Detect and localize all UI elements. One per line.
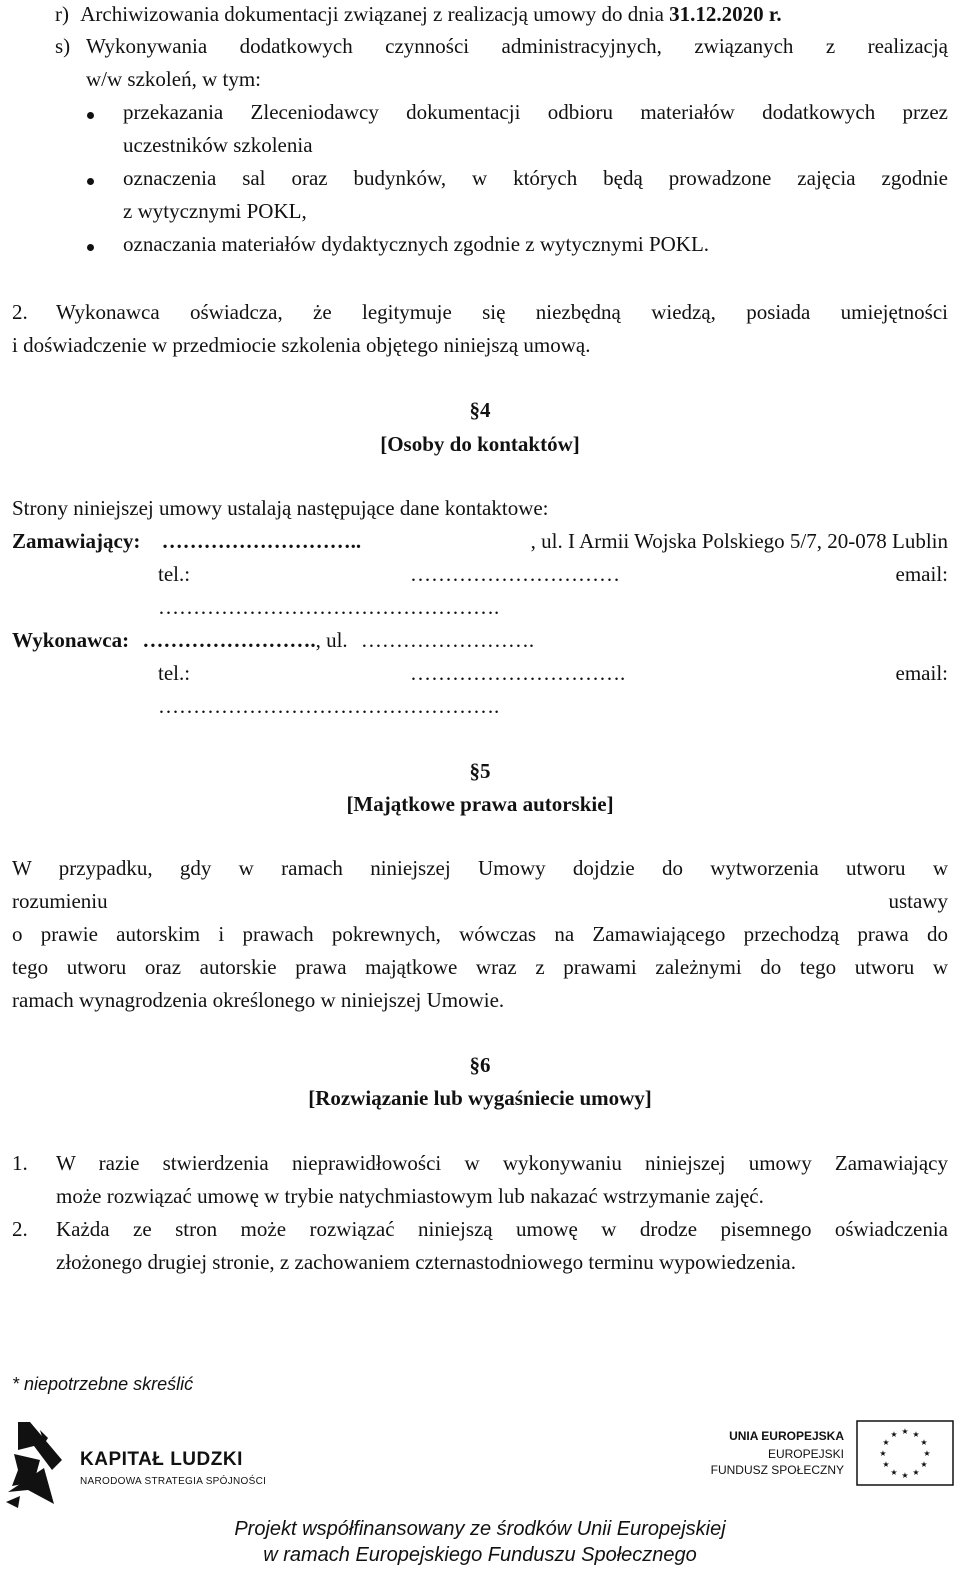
point2-line2: i doświadczenie w przedmiocie szkolenia objętego niniejszą umową.: [12, 333, 591, 357]
point2-num: 2.: [12, 300, 28, 324]
section4-number: §4: [469, 398, 491, 422]
section6-item2-line2: złożonego drugiej stronie, z zachowaniem czternastodniowego terminu wypowiedzenia.: [56, 1250, 796, 1274]
kapital-ludzki-star-icon: [4, 1420, 74, 1510]
bullet-dot: [87, 244, 94, 251]
footer-line2: w ramach Europejskiego Funduszu Społecznego: [263, 1544, 697, 1566]
item-s-line1: Wykonywania dodatkowych czynności administracyjnych, związanych z realizacją: [86, 34, 948, 58]
section4-title: [Osoby do kontaktów]: [380, 432, 580, 456]
tel2-dots: ………………………….: [410, 661, 626, 685]
bullet-1-line1: przekazania Zleceniodawcy dokumentacji odbioru materiałów dodatkowych przez: [123, 100, 948, 124]
email2-dots: ………………………………………….: [158, 694, 500, 718]
kapital-ludzki-subtitle: NARODOWA STRATEGIA SPÓJNOŚCI: [80, 1476, 267, 1487]
svg-text:★: ★: [882, 1438, 890, 1447]
svg-text:★: ★: [923, 1449, 931, 1458]
svg-text:★: ★: [920, 1438, 928, 1447]
section6-number: §6: [469, 1053, 491, 1077]
section5-line1: W przypadku, gdy w ramach niniejszej Umowy dojdzie do wytworzenia utworu w: [12, 856, 948, 880]
footer-line1: Projekt współfinansowany ze środków Unii Europejskiej: [234, 1518, 726, 1540]
section5-line2b: ustawy: [888, 889, 948, 913]
section6-item1-line1: W razie stwierdzenia nieprawidłowości w wykonywaniu niniejszej umowy Zamawiający: [56, 1151, 948, 1175]
tel-label: tel.:: [158, 562, 191, 586]
email-label: email:: [895, 562, 948, 586]
item-r-date: 31.12.2020 r.: [669, 2, 782, 26]
svg-text:★: ★: [890, 1430, 898, 1439]
item-s-prefix: s): [55, 34, 71, 58]
wykonawca-label: Wykonawca:: [12, 628, 130, 652]
item-r-prefix: r): [55, 2, 69, 26]
section5-number: §5: [469, 759, 491, 783]
ue-sub2: FUNDUSZ SPOŁECZNY: [710, 1463, 844, 1477]
svg-text:★: ★: [901, 1427, 909, 1436]
section6-item1-num: 1.: [12, 1151, 28, 1175]
section5-line5: ramach wynagrodzenia określonego w niniejszej Umowie.: [12, 988, 505, 1012]
email-dots: ………………………………………….: [158, 595, 500, 619]
zamawiajacy-dots: ………………………..: [161, 529, 362, 553]
section6-item1-line2: może rozwiązać umowę w trybie natychmiastowym lub nakazać wstrzymanie zajęć.: [56, 1184, 764, 1208]
wykonawca-dots: …………………….: [142, 628, 316, 652]
zamawiajacy-label: Zamawiający:: [12, 529, 141, 553]
section6-item2-num: 2.: [12, 1217, 28, 1241]
kapital-ludzki-title: KAPITAŁ LUDZKI: [80, 1449, 243, 1470]
ue-sub1: EUROPEJSKI: [767, 1447, 844, 1461]
bullet-dot: [87, 112, 94, 119]
bullet-1-line2: uczestników szkolenia: [123, 133, 313, 157]
svg-text:★: ★: [901, 1471, 909, 1480]
item-s-line2: w/w szkoleń, w tym:: [86, 67, 261, 91]
wykonawca-row: [12, 626, 534, 654]
bullet-3-line1: oznaczania materiałów dydaktycznych zgodnie z wytycznymi POKL.: [123, 232, 710, 256]
bullet-2-line2: z wytycznymi POKL,: [123, 199, 307, 223]
section5-title: [Majątkowe prawa autorskie]: [346, 792, 614, 816]
svg-text:★: ★: [879, 1449, 887, 1458]
section4-intro: Strony niniejszej umowy ustalają następujące dane kontaktowe:: [12, 496, 549, 520]
svg-text:★: ★: [882, 1460, 890, 1469]
item-r-text: Archiwizowania dokumentacji związanej z realizacją umowy do dnia: [80, 2, 664, 26]
bullet-dot: [87, 178, 94, 185]
svg-text:★: ★: [912, 1430, 920, 1439]
section5-line2a: rozumieniu: [12, 889, 108, 913]
bullet-2-line1: oznaczenia sal oraz budynków, w których będą prowadzone zajęcia zgodnie: [123, 166, 948, 190]
tel-dots: …………………………: [410, 562, 620, 586]
section5-line3: o prawie autorskim i prawach pokrewnych, wówczas na Zamawiającego przechodzą prawa do: [12, 922, 948, 946]
footnote: * niepotrzebne skreślić: [12, 1374, 194, 1394]
zamawiajacy-row: [12, 527, 948, 555]
wykonawca-ul-dots: …………………….: [360, 628, 535, 652]
section5-line4: tego utworu oraz autorskie prawa majątkowe wraz z prawami zależnymi do tego utworu w: [12, 955, 948, 979]
item-r: [55, 0, 782, 28]
svg-text:★: ★: [920, 1460, 928, 1469]
svg-text:★: ★: [890, 1468, 898, 1477]
section6-item2-line1: Każda ze stron może rozwiązać niniejszą umowę w drodze pisemnego oświadczenia: [56, 1217, 948, 1241]
zamawiajacy-address: , ul. I Armii Wojska Polskiego 5/7, 20-078 Lublin: [530, 529, 948, 553]
email2-label: email:: [895, 661, 948, 685]
section6-title: [Rozwiązanie lub wygaśniecie umowy]: [308, 1086, 652, 1110]
tel2-label: tel.:: [158, 661, 191, 685]
wykonawca-ul: , ul.: [315, 628, 348, 652]
ue-title: UNIA EUROPEJSKA: [729, 1429, 844, 1443]
eu-flag-icon: [856, 1420, 954, 1486]
point2-line1: Wykonawca oświadcza, że legitymuje się niezbędną wiedzą, posiada umiejętności: [56, 300, 948, 324]
svg-text:★: ★: [912, 1468, 920, 1477]
zamawiajacy-label-group: [12, 527, 361, 555]
